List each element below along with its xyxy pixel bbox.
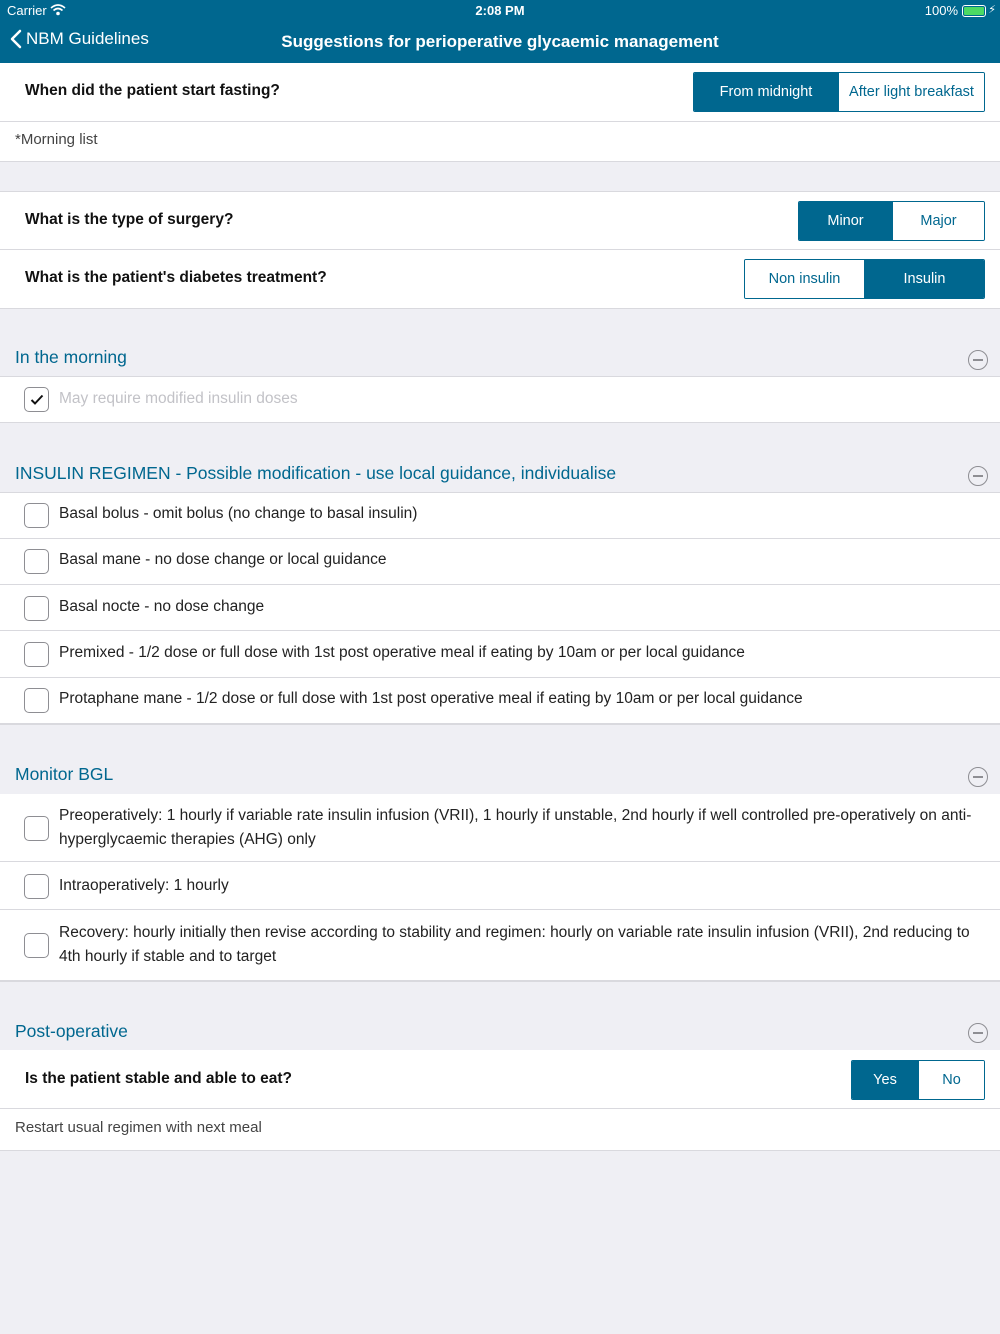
insulin-item-3: Basal nocte - no dose change bbox=[59, 598, 265, 615]
status-bar bbox=[0, 0, 1000, 22]
insulin-checkbox-4[interactable] bbox=[24, 642, 49, 667]
divider bbox=[0, 422, 1000, 423]
surgery-option-major[interactable]: Major bbox=[892, 202, 984, 240]
treatment-option-non-insulin[interactable]: Non insulin bbox=[745, 260, 864, 298]
monitor-checkbox-3[interactable] bbox=[24, 933, 49, 958]
fasting-option-after-breakfast[interactable]: After light breakfast bbox=[838, 73, 984, 111]
divider bbox=[0, 677, 1000, 678]
treatment-question: What is the patient's diabetes treatment? bbox=[25, 269, 327, 286]
divider bbox=[0, 630, 1000, 631]
divider bbox=[0, 584, 1000, 585]
insulin-checkbox-5[interactable] bbox=[24, 688, 49, 713]
collapse-postop-icon[interactable] bbox=[968, 1023, 988, 1043]
postop-segmented-control bbox=[851, 1060, 985, 1100]
section-title-monitor: Monitor BGL bbox=[15, 764, 114, 784]
fasting-question: When did the patient start fasting? bbox=[25, 82, 280, 99]
postop-question: Is the patient stable and able to eat? bbox=[25, 1070, 292, 1087]
morning-item-1: May require modified insulin doses bbox=[59, 390, 298, 407]
divider bbox=[0, 723, 1000, 725]
carrier-label: Carrier bbox=[7, 3, 47, 18]
divider bbox=[0, 161, 1000, 162]
monitor-item-3: Recovery: hourly initially then revise according to stability and regimen: hourly on variable rate insulin infusion (VRII), 2nd reducing to 4th hourly if stable and to target bbox=[59, 924, 970, 965]
divider bbox=[0, 308, 1000, 309]
fasting-option-from-midnight[interactable]: From midnight bbox=[694, 73, 838, 111]
insulin-checkbox-3[interactable] bbox=[24, 596, 49, 621]
battery-icon bbox=[962, 5, 986, 17]
fasting-segmented-control bbox=[693, 72, 985, 112]
postop-option-no[interactable]: No bbox=[918, 1061, 984, 1099]
collapse-morning-icon[interactable] bbox=[968, 350, 988, 370]
insulin-item-2: Basal mane - no dose change or local guidance bbox=[59, 551, 387, 568]
clock: 2:08 PM bbox=[475, 3, 525, 18]
treatment-segmented-control bbox=[744, 259, 985, 299]
morning-checkbox-1[interactable] bbox=[24, 387, 49, 412]
monitor-item-1: Preoperatively: 1 hourly if variable rate insulin infusion (VRII), 1 hourly if unstable, 2nd hourly if well controlled pre-operatively on anti-hyperglycaemic therapies (AHG) only bbox=[59, 807, 972, 848]
divider bbox=[0, 909, 1000, 910]
insulin-checkbox-1[interactable] bbox=[24, 503, 49, 528]
insulin-item-4: Premixed - 1/2 dose or full dose with 1st post operative meal if eating by 10am or per local guidance bbox=[59, 644, 745, 661]
section-title-insulin: INSULIN REGIMEN - Possible modification - use local guidance, individualise bbox=[15, 463, 617, 483]
collapse-monitor-icon[interactable] bbox=[968, 767, 988, 787]
divider bbox=[0, 980, 1000, 982]
monitor-item-2: Intraoperatively: 1 hourly bbox=[59, 877, 229, 894]
section-title-morning: In the morning bbox=[15, 347, 127, 367]
insulin-checkbox-2[interactable] bbox=[24, 549, 49, 574]
surgery-question: What is the type of surgery? bbox=[25, 211, 234, 228]
navigation-bar bbox=[0, 22, 1000, 63]
fasting-note: *Morning list bbox=[15, 131, 98, 148]
monitor-checkbox-2[interactable] bbox=[24, 874, 49, 899]
surgery-option-minor[interactable]: Minor bbox=[799, 202, 892, 240]
monitor-checkbox-1[interactable] bbox=[24, 816, 49, 841]
postop-note: Restart usual regimen with next meal bbox=[15, 1119, 262, 1136]
insulin-item-5: Protaphane mane - 1/2 dose or full dose with 1st post operative meal if eating by 10am or per local guidance bbox=[59, 690, 803, 707]
checkmark-icon bbox=[30, 394, 44, 406]
divider bbox=[0, 121, 1000, 122]
divider bbox=[0, 861, 1000, 862]
insulin-item-1: Basal bolus - omit bolus (no change to basal insulin) bbox=[59, 505, 418, 522]
battery-percent: 100% bbox=[924, 3, 958, 18]
surgery-segmented-control bbox=[798, 201, 985, 241]
divider bbox=[0, 538, 1000, 539]
page-title: Suggestions for perioperative glycaemic management bbox=[281, 32, 719, 51]
back-label: NBM Guidelines bbox=[26, 29, 149, 48]
divider bbox=[0, 1108, 1000, 1109]
section-title-postop: Post-operative bbox=[15, 1021, 128, 1041]
divider bbox=[0, 1150, 1000, 1151]
divider bbox=[0, 249, 1000, 250]
charging-icon: ⚡ bbox=[988, 4, 996, 16]
collapse-insulin-icon[interactable] bbox=[968, 466, 988, 486]
postop-option-yes[interactable]: Yes bbox=[852, 1061, 918, 1099]
treatment-option-insulin[interactable]: Insulin bbox=[864, 260, 984, 298]
